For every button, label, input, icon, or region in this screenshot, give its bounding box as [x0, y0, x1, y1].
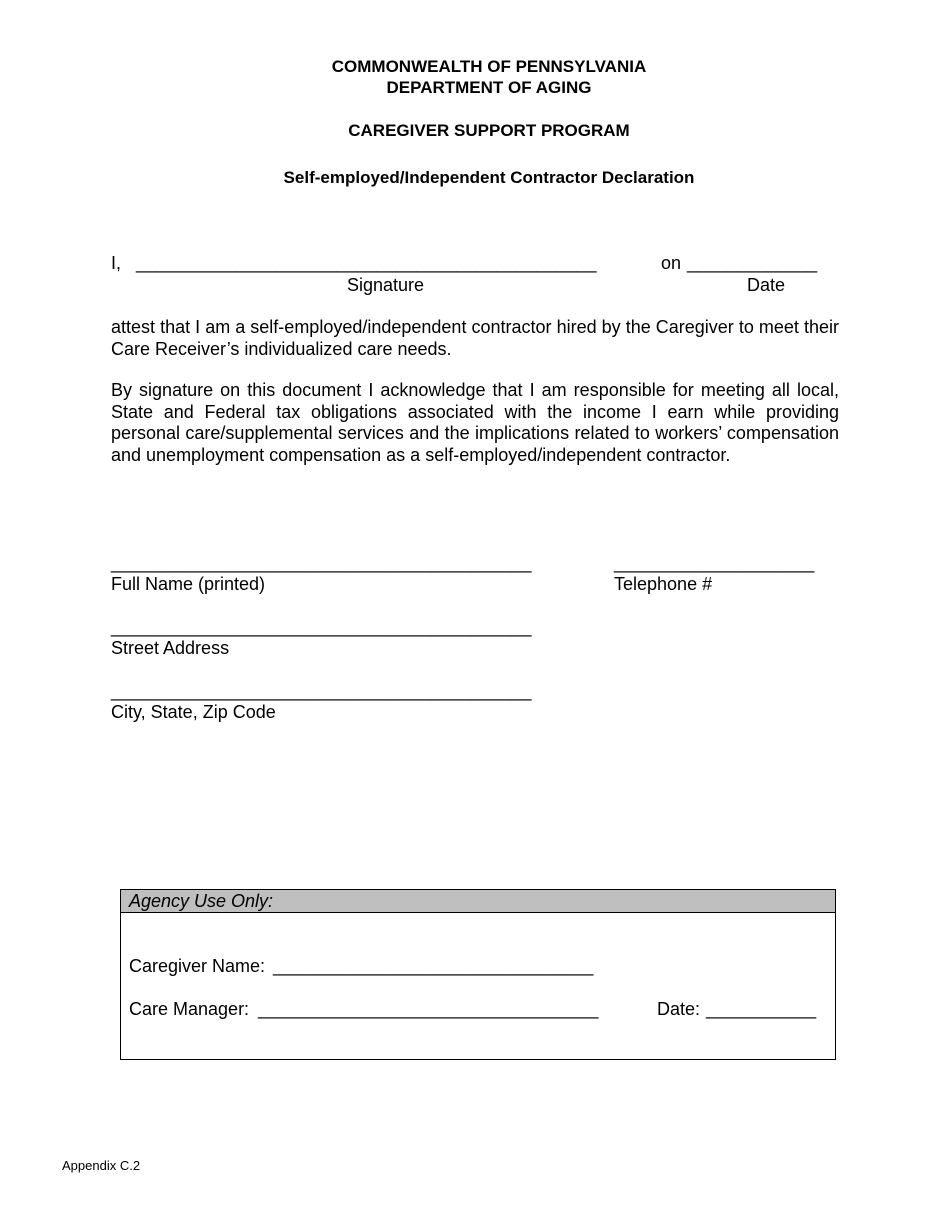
date-caption: Date [747, 275, 786, 295]
program-title: CAREGIVER SUPPORT PROGRAM [348, 121, 630, 140]
header-commonwealth: COMMONWEALTH OF PENNSYLVANIA [331, 57, 647, 76]
declaration-date-field[interactable]: _____________ [687, 253, 818, 273]
on-label: on [661, 253, 682, 273]
full-name-label: Full Name (printed) [111, 574, 266, 594]
telephone-field[interactable]: ____________________ [614, 553, 815, 573]
street-address-field[interactable]: __________________________________________ [111, 617, 532, 637]
attestation-paragraph: attest that I am a self-employed/independent contractor hired by the Caregiver to meet their Care Receiver’s individualized care needs. [111, 317, 839, 359]
signature-field[interactable]: ______________________________________________ [136, 253, 597, 273]
city-state-zip-label: City, State, Zip Code [111, 702, 276, 722]
telephone-label: Telephone # [614, 574, 713, 594]
agency-date-label: Date: [657, 999, 701, 1019]
full-name-field[interactable]: __________________________________________ [111, 553, 532, 573]
header-department: DEPARTMENT OF AGING [386, 78, 592, 97]
i-prefix: I, [111, 253, 122, 273]
form-title: Self-employed/Independent Contractor Declaration [283, 168, 695, 187]
agency-date-field[interactable]: ___________ [706, 999, 817, 1019]
city-state-zip-field[interactable]: __________________________________________ [111, 681, 532, 701]
acknowledgement-paragraph: By signature on this document I acknowledge that I am responsible for meeting all local, State and Federal tax obligations associated with the income I earn while providing personal care/supplemental services and the implications related to workers’ compensation and unemployment compensation as a self-employed/independent contractor. [111, 380, 839, 465]
agency-use-header: Agency Use Only: [121, 890, 835, 913]
care-manager-field[interactable]: __________________________________ [258, 999, 599, 1019]
caregiver-name-field[interactable]: ________________________________ [273, 956, 594, 976]
street-address-label: Street Address [111, 638, 230, 658]
caregiver-name-label: Caregiver Name: [129, 956, 266, 976]
care-manager-label: Care Manager: [129, 999, 250, 1019]
signature-caption: Signature [347, 275, 425, 295]
appendix-label: Appendix C.2 [62, 1158, 141, 1173]
